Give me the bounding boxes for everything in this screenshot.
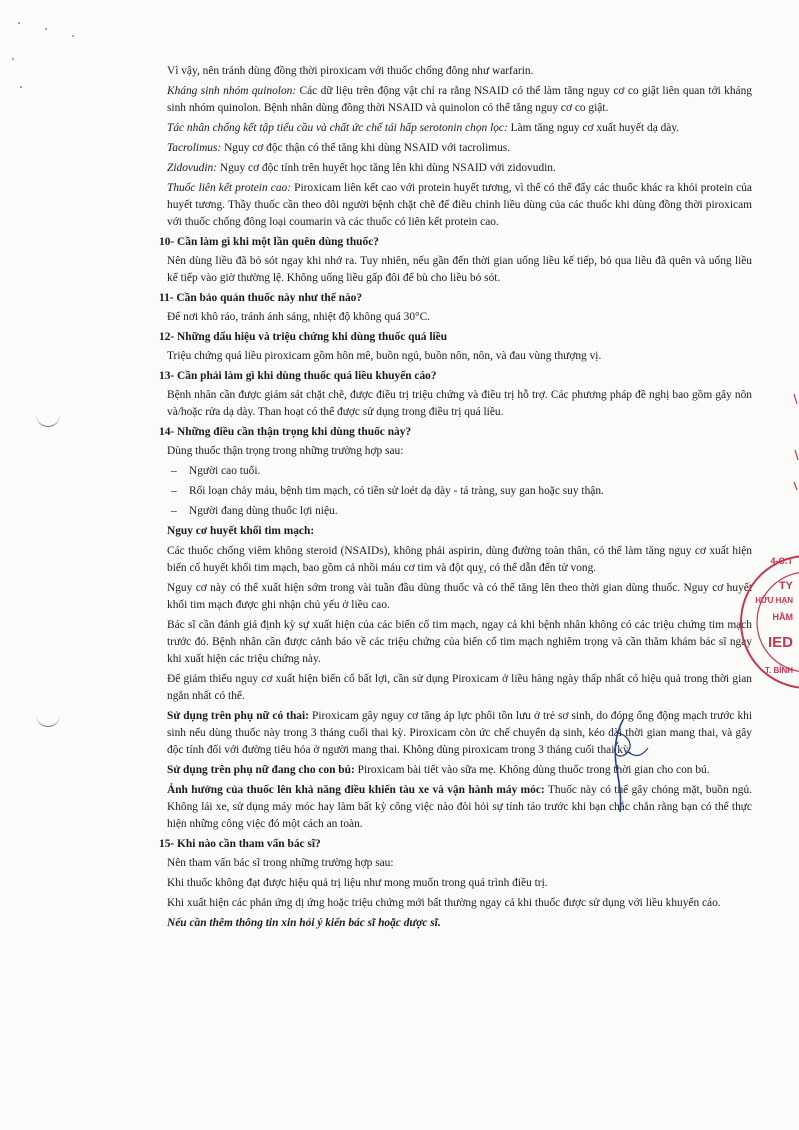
paragraph-text: Piroxicam liên kết cao với protein huyết tương, vì thế có thể đẩy các thuốc khác ra khỏi protein của huyết tương. Thầy thuốc cần theo dõi người bệnh chặt chẽ để điều chỉnh liều dùng của các thuốc khi dùng đồng thời piroxicam với thuốc chống đông loại coumarin và các thuốc có liên kết protein cao. [167, 182, 752, 228]
paragraph-text: Nguy cơ độc thận có thể tăng khi dùng NSAID với tacrolimus. [221, 142, 511, 154]
paragraph: Bác sĩ cần đánh giá định kỳ sự xuất hiện của các biến cố tim mạch, ngay cả khi bệnh nhân không có các triệu chứng tim mạch trước đó. Bệnh nhân cần được cảnh báo về các triệu chứng của biến cố tim mạch nghiêm trọng và cần thăm khám bác sĩ ngay khi xuất hiện các triệu chứng này. [167, 619, 752, 665]
section-heading: 11- Cần bảo quản thuốc này như thế nào? [159, 292, 363, 304]
paragraph: Khi thuốc không đạt được hiệu quả trị liệu như mong muốn trong quá trình điều trị. [167, 877, 548, 889]
signature-mark [586, 712, 656, 822]
stamp-text: HẦM [772, 612, 793, 622]
company-stamp [729, 548, 799, 698]
section-heading: 13- Cần phải làm gì khi dùng thuốc quá liều khuyến cáo? [159, 370, 437, 382]
paragraph [167, 762, 752, 779]
section-heading: 14- Những điều cần thận trọng khi dùng thuốc này? [159, 426, 412, 438]
paragraph-text: Piroxicam gây nguy cơ tăng áp lực phổi tồn lưu ở trẻ sơ sinh, do đóng ống động mạch trước khi sinh nếu dùng thuốc này trong 3 tháng cuối thai kỳ. Piroxicam còn ức chế chuyển dạ sinh, kéo dài thời gian mang thai, và gây độc tính đối với đường tiêu hóa ở người mang thai. Không dùng piroxicam trong 3 tháng cuối thai kỳ. [167, 710, 752, 756]
paragraph-text: Các dữ liệu trên động vật chỉ ra rằng NSAID có thể làm tăng nguy cơ co giật liên quan tới kháng sinh nhóm quinolon. Bệnh nhân dùng đồng thời NSAID và quinolon có thể tăng nguy cơ co giật. [167, 85, 752, 114]
stamp-text: IED [767, 634, 793, 651]
stamp-text: 4-C.T [770, 556, 793, 566]
term-label: Sử dụng trên phụ nữ có thai: [167, 710, 309, 722]
stamp-ring [729, 548, 799, 698]
term-label: Kháng sinh nhóm quinolon: [167, 85, 297, 97]
paragraph-text: Thuốc này có thể gây chóng mặt, buồn ngủ. Không lái xe, sử dụng máy móc hay làm bất kỳ công việc nào đòi hỏi sự tỉnh táo trước khi bạn chắc chắn rằng bạn có thể thực hiện những công việc đó một cách an toàn. [167, 784, 752, 830]
paragraph [167, 140, 752, 157]
paragraph: Nên tham vấn bác sĩ trong những trường hợp sau: [167, 857, 394, 869]
term-label: Zidovudin: [167, 162, 217, 174]
term-label: Tacrolimus: [167, 142, 222, 154]
term-label: Tác nhân chống kết tập tiểu cầu và chất ức chế tái hấp serotonin chọn lọc: [167, 122, 508, 134]
paragraph [167, 782, 752, 833]
paragraph [167, 83, 752, 117]
paragraph [167, 708, 752, 759]
stamp-text: TY [778, 580, 793, 592]
document-body [159, 63, 752, 935]
paragraph: Dùng thuốc thận trọng trong những trường hợp sau: [167, 445, 404, 457]
paragraph: Nguy cơ này có thể xuất hiện sớm trong vài tuần đầu dùng thuốc và có thể tăng lên theo thời gian dùng thuốc. Nguy cơ huyết khối tim mạch được ghi nhận chủ yếu ở liều cao. [167, 582, 752, 611]
term-label: Sử dụng trên phụ nữ đang cho con bú: [167, 764, 355, 776]
paragraph: Khi xuất hiện các phản ứng dị ứng hoặc triệu chứng mới bất thường ngay cả khi thuốc được sử dụng với liều khuyến cáo. [167, 897, 721, 909]
paragraph: Vì vậy, nên tránh dùng đồng thời piroxicam với thuốc chống đông như warfarin. [167, 65, 534, 77]
paragraph: Bệnh nhân cần được giám sát chặt chẽ, được điều trị triệu chứng và điều trị hỗ trợ. Các phương pháp đề nghị bao gồm gây nôn và/hoặc rửa dạ dày. Than hoạt có thể được sử dụng trong điều trị quá liều. [167, 389, 752, 418]
section-heading: 10- Cần làm gì khi một lần quên dùng thuốc? [159, 236, 379, 248]
paragraph: Để giảm thiểu nguy cơ xuất hiện biến cố bất lợi, cần sử dụng Piroxicam ở liều hàng ngày thấp nhất có hiệu quả trong thời gian ngắn nhất có thể. [167, 673, 752, 702]
paragraph: Nên dùng liều đã bỏ sót ngay khi nhớ ra. Tuy nhiên, nếu gần đến thời gian uống liều kế tiếp, bỏ qua liều đã quên và uống liều kế tiếp vào giờ thường lệ. Không uống liều gấp đôi để bù cho liều bỏ sót. [167, 255, 752, 284]
subsection-heading: Nguy cơ huyết khối tim mạch: [167, 525, 315, 537]
list-item: – Rối loạn chảy máu, bệnh tim mạch, có tiền sử loét dạ dày - tá tràng, suy gan hoặc suy thận. [171, 483, 752, 500]
scan-speck [12, 58, 14, 60]
punch-hole-mark [36, 712, 60, 727]
paragraph: Triệu chứng quá liều piroxicam gồm hôn mê, buồn ngủ, buồn nôn, nôn, và đau vùng thượng vị. [167, 350, 602, 362]
punch-hole-mark [36, 412, 60, 427]
term-label: Ảnh hưởng của thuốc lên khả năng điều khiển tàu xe và vận hành máy móc: [167, 784, 545, 796]
scan-speck [72, 35, 74, 37]
stamp-text: HỮU HẠN [755, 596, 793, 605]
scan-speck [45, 28, 47, 30]
section-heading: 12- Những dấu hiệu và triệu chứng khi dùng thuốc quá liều [159, 331, 448, 343]
paragraph: Để nơi khô ráo, tránh ánh sáng, nhiệt độ không quá 30°C. [167, 311, 431, 323]
paragraph-text: Làm tăng nguy cơ xuất huyết dạ dày. [507, 122, 680, 134]
paragraph [167, 120, 752, 137]
list-item: – Người đang dùng thuốc lợi niệu. [171, 503, 752, 520]
section-heading: 15- Khi nào cần tham vấn bác sĩ? [159, 838, 321, 850]
scan-speck [20, 86, 22, 88]
term-label: Thuốc liên kết protein cao: [167, 182, 292, 194]
closing-note: Nếu cần thêm thông tin xin hỏi ý kiến bác sĩ hoặc dược sĩ. [167, 917, 441, 929]
paragraph-text: Nguy cơ độc tính trên huyết học tăng lên khi dùng NSAID với zidovudin. [217, 162, 556, 174]
scan-speck [18, 22, 20, 24]
paragraph-text: Piroxicam bài tiết vào sữa mẹ. Không dùng thuốc trong thời gian cho con bú. [354, 764, 710, 776]
stamp-text: T. BÌNH [765, 666, 793, 675]
paragraph [167, 160, 752, 177]
paragraph [167, 180, 752, 231]
list-item: – Người cao tuổi. [171, 463, 752, 480]
stamp-bleed-mark [786, 390, 799, 500]
paragraph: Các thuốc chống viêm không steroid (NSAIDs), không phải aspirin, dùng đường toàn thân, có thể làm tăng nguy cơ xuất hiện biến cố huyết khối tim mạch, bao gồm cả nhồi máu cơ tim và đột quỵ, có thể dẫn đến tử vong. [167, 545, 752, 574]
